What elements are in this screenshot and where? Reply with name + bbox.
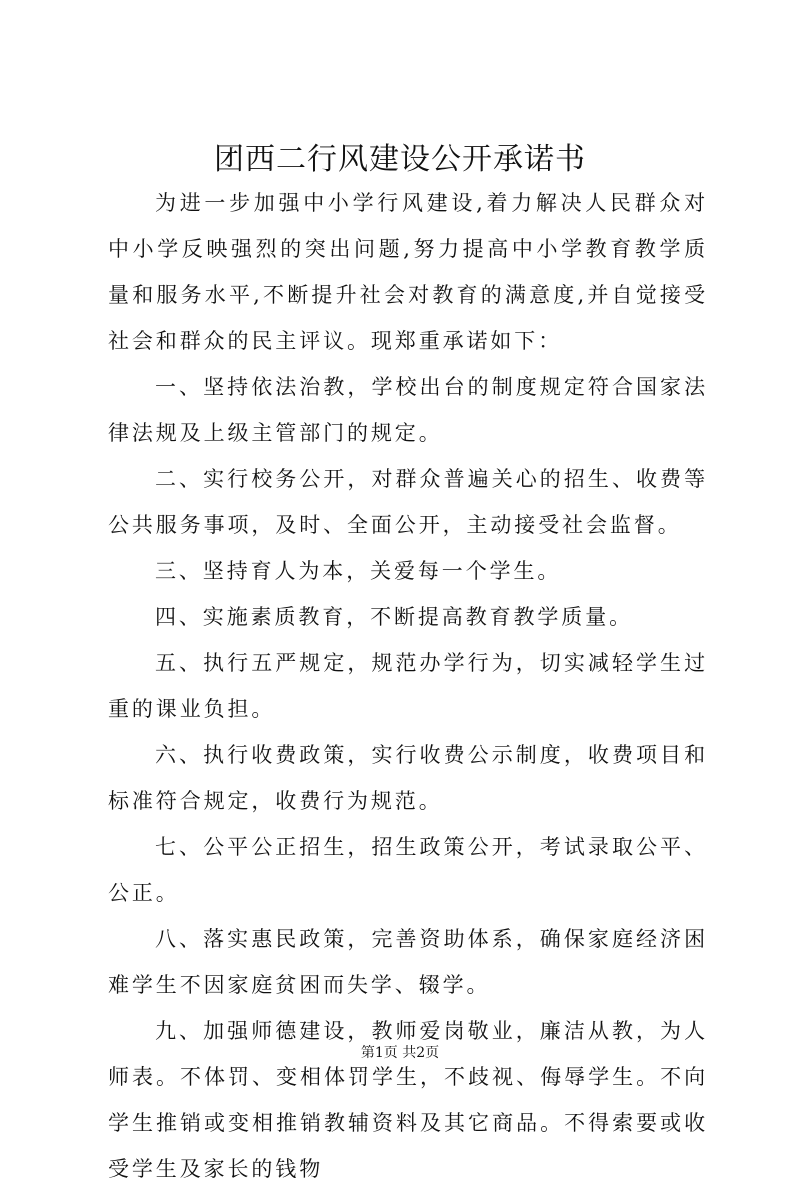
- document-body: [108, 180, 708, 1192]
- paragraph-item-8: 八、落实惠民政策，完善资助体系，确保家庭经济困难学生不因家庭贫困而失学、辍学。: [108, 927, 708, 997]
- paragraph-item-7: 七、公平公正招生，招生政策公开，考试录取公平、公正。: [108, 835, 708, 905]
- paragraph-item-1: 一、坚持依法治教，学校出台的制度规定符合国家法律法规及上级主管部门的规定。: [108, 375, 708, 445]
- page-number-footer: 第1页 共2页: [360, 1045, 440, 1061]
- paragraph-item-6: 六、执行收费政策，实行收费公示制度，收费项目和标准符合规定，收费行为规范。: [108, 743, 708, 813]
- paragraph-intro: 为进一步加强中小学行风建设,着力解决人民群众对中小学反映强烈的突出问题,努力提高中小学教育教学质量和服务水平,不断提升社会对教育的满意度,并自觉接受社会和群众的民主评议。现郑重承诺如下：: [108, 191, 708, 353]
- document-title: 团西二行风建设公开承诺书: [214, 142, 586, 177]
- paragraph-item-5: 五、执行五严规定，规范办学行为，切实减轻学生过重的课业负担。: [108, 651, 708, 721]
- paragraph-item-9: 九、加强师德建设，教师爱岗敬业，廉洁从教，为人师表。不体罚、变相体罚学生，不歧视、侮辱学生。不向学生推销或变相推销教辅资料及其它商品。不得索要或收受学生及家长的钱物: [108, 1019, 708, 1181]
- paragraph-item-4: 四、实施素质教育，不断提高教育教学质量。: [155, 605, 633, 629]
- paragraph-item-3: 三、坚持育人为本，关爱每一个学生。: [155, 559, 562, 583]
- paragraph-item-2: 二、实行校务公开，对群众普遍关心的招生、收费等公共服务事项，及时、全面公开，主动接受社会监督。: [108, 467, 708, 537]
